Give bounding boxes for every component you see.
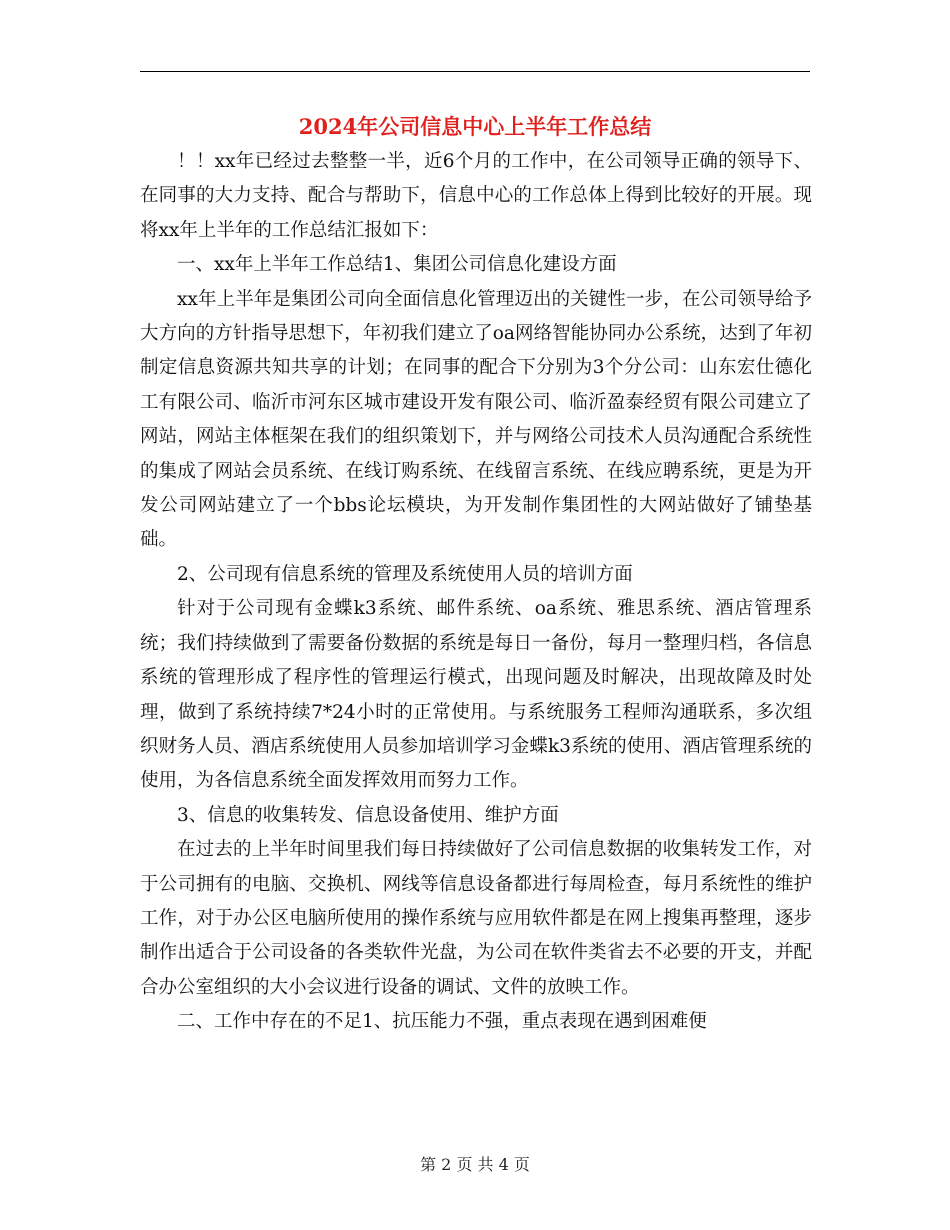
section-heading-systems-training: 2、公司现有信息系统的管理及系统使用人员的培训方面 [177,563,633,585]
document-title: 2024年公司信息中心上半年工作总结 [298,114,652,139]
header-rule [140,71,810,72]
page-number-footer: 第 2 页 共 4 页 [420,1155,530,1174]
section-heading-summary: 一、xx年上半年工作总结1、集团公司信息化建设方面 [177,254,617,276]
document-body [140,145,812,1040]
section-heading-shortcomings: 二、工作中存在的不足1、抗压能力不强，重点表现在遇到困难便 [177,1011,707,1033]
paragraph-systems-training: 针对于公司现有金蝶k3系统、邮件系统、oa系统、雅思系统、酒店管理系统；我们持续做到了需要备份数据的系统是每日一备份，每月一整理归档，各信息系统的管理形成了程序性的管理运行模式，出现问题及时解决，出现故障及时处理，做到了系统持续7*24小时的正常使用。与系统服务工程师沟通联系，多次组织财务人员、酒店系统使用人员参加培训学习金蝶k3系统的使用、酒店管理系统的使用，为各信息系统全面发挥效用而努力工作。 [140,598,812,792]
paragraph-equipment: 在过去的上半年时间里我们每日持续做好了公司信息数据的收集转发工作，对于公司拥有的电脑、交换机、网线等信息设备都进行每周检查，每月系统性的维护工作，对于办公区电脑所使用的操作系统与应用软件都是在网上搜集再整理，逐步制作出适合于公司设备的各类软件光盘，为公司在软件类省去不必要的开支，并配合办公室组织的大小会议进行设备的调试、文件的放映工作。 [140,839,812,998]
paragraph-intro: ！！xx年已经过去整整一半，近6个月的工作中，在公司领导正确的领导下、在同事的大力支持、配合与帮助下，信息中心的工作总体上得到比较好的开展。现将xx年上半年的工作总结汇报如下： [140,151,812,241]
paragraph-informatization: xx年上半年是集团公司向全面信息化管理迈出的关键性一步，在公司领导给予大方向的方针指导思想下，年初我们建立了oa网络智能协同办公系统，达到了年初制定信息资源共知共享的计划；在同事的配合下分别为3个分公司：山东宏仕德化工有限公司、临沂市河东区城市建设开发有限公司、临沂盈泰经贸有限公司建立了网站，网站主体框架在我们的组织策划下，并与网络公司技术人员沟通配合系统性的集成了网站会员系统、在线订购系统、在线留言系统、在线应聘系统，更是为开发公司网站建立了一个bbs论坛模块，为开发制作集团性的大网站做好了铺垫基础。 [140,288,812,551]
section-heading-equipment: 3、信息的收集转发、信息设备使用、维护方面 [177,804,559,826]
